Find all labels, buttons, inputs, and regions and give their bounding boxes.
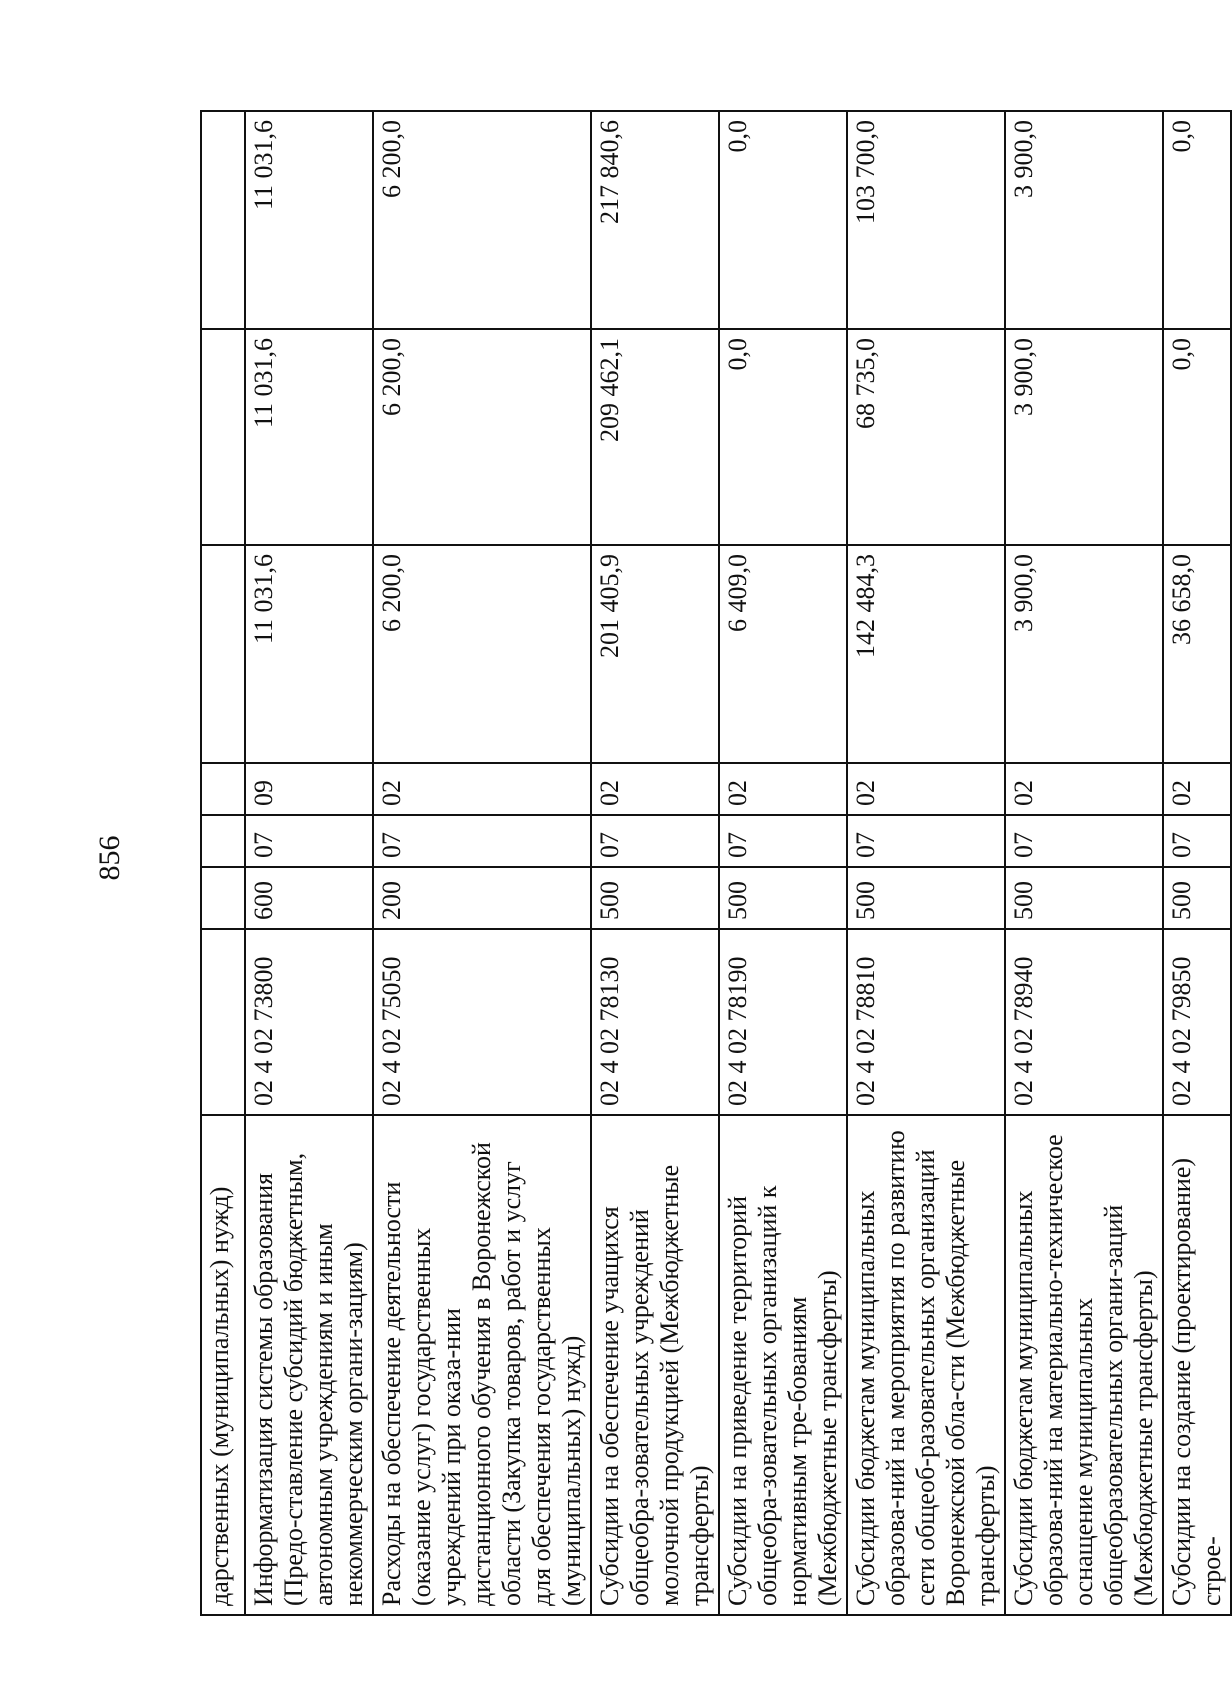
rotated-table-container — [200, 112, 1226, 1616]
cell-csr: 02 4 02 78130 — [591, 929, 719, 1115]
cell-pr: 02 — [591, 763, 719, 815]
cell-year3: 0,0 — [719, 111, 847, 329]
cell-year3: 217 840,6 — [591, 111, 719, 329]
cell-pr: 02 — [719, 763, 847, 815]
cell-pr: 02 — [373, 763, 591, 815]
cell-year3: 6 200,0 — [373, 111, 591, 329]
cell-vr: 200 — [373, 867, 591, 929]
cell-vr: 500 — [719, 867, 847, 929]
cell-year2: 0,0 — [719, 329, 847, 545]
cell-name: Расходы на обеспечение деятельности (оказание услуг) государственных учреждений при оказа-нии дистанционного обучения в Воронежской области (Закупка товаров, работ и услуг для обеспечения государственных (муниципальных) нужд) — [373, 1115, 591, 1615]
table-row — [1005, 111, 1163, 1615]
cell-year2: 3 900,0 — [1005, 329, 1163, 545]
cell-pr: 02 — [847, 763, 1005, 815]
page-number: 856 — [93, 835, 126, 881]
cell-year1: 201 405,9 — [591, 545, 719, 763]
table-row — [245, 111, 373, 1615]
cell-empty — [201, 111, 245, 329]
cell-year1: 6 409,0 — [719, 545, 847, 763]
cell-year2: 0,0 — [1163, 329, 1231, 545]
cell-year3: 0,0 — [1163, 111, 1231, 329]
table-row — [591, 111, 719, 1615]
cell-year1: 36 658,0 — [1163, 545, 1231, 763]
cell-vr: 500 — [1005, 867, 1163, 929]
budget-table — [200, 110, 1232, 1616]
cell-year1: 3 900,0 — [1005, 545, 1163, 763]
cell-csr: 02 4 02 78190 — [719, 929, 847, 1115]
cell-empty — [201, 867, 245, 929]
table-row-continued — [201, 111, 245, 1615]
cell-year3: 3 900,0 — [1005, 111, 1163, 329]
cell-empty — [201, 545, 245, 763]
cell-empty — [201, 329, 245, 545]
cell-name: Субсидии бюджетам муниципальных образова-ний на материально-техническое оснащение муниципальных общеобразовательных органи-заций (Межбюджетные трансферты) — [1005, 1115, 1163, 1615]
cell-rz: 07 — [1163, 815, 1231, 867]
cell-csr: 02 4 02 78810 — [847, 929, 1005, 1115]
cell-rz: 07 — [1005, 815, 1163, 867]
cell-pr: 02 — [1005, 763, 1163, 815]
cell-csr: 02 4 02 73800 — [245, 929, 373, 1115]
table-row — [847, 111, 1005, 1615]
cell-year1: 142 484,3 — [847, 545, 1005, 763]
cell-csr: 02 4 02 79850 — [1163, 929, 1231, 1115]
cell-name: Информатизация системы образования (Предо-ставление субсидий бюджетным, автономным учреждениям и иным некоммерческим органи-зациям) — [245, 1115, 373, 1615]
cell-name: Субсидии на приведение территорий общеобра-зовательных организаций к нормативным тре-бованиям (Межбюджетные трансферты) — [719, 1115, 847, 1615]
cell-year1: 11 031,6 — [245, 545, 373, 763]
cell-vr: 600 — [245, 867, 373, 929]
cell-name: Субсидии бюджетам муниципальных образова-ний на мероприятия по развитию сети общеоб-разовательных организаций Воронежской обла-сти (Межбюджетные трансферты) — [847, 1115, 1005, 1615]
cell-pr: 02 — [1163, 763, 1231, 815]
cell-name: Субсидии на обеспечение учащихся общеобра-зовательных учреждений молочной продукцией (Межбюджетные трансферты) — [591, 1115, 719, 1615]
cell-rz: 07 — [245, 815, 373, 867]
cell-year3: 103 700,0 — [847, 111, 1005, 329]
cell-name: Субсидии на создание (проектирование) строе- — [1163, 1115, 1231, 1615]
cell-continued-text: дарственных (муниципальных) нужд) — [201, 1115, 245, 1615]
cell-vr: 500 — [591, 867, 719, 929]
cell-rz: 07 — [847, 815, 1005, 867]
cell-rz: 07 — [591, 815, 719, 867]
table-row — [373, 111, 591, 1615]
cell-year2: 68 735,0 — [847, 329, 1005, 545]
cell-empty — [201, 815, 245, 867]
table-row — [719, 111, 847, 1615]
cell-year2: 209 462,1 — [591, 329, 719, 545]
cell-rz: 07 — [719, 815, 847, 867]
cell-vr: 500 — [1163, 867, 1231, 929]
cell-year2: 11 031,6 — [245, 329, 373, 545]
cell-year2: 6 200,0 — [373, 329, 591, 545]
cell-rz: 07 — [373, 815, 591, 867]
cell-empty — [201, 929, 245, 1115]
cell-empty — [201, 763, 245, 815]
cell-csr: 02 4 02 75050 — [373, 929, 591, 1115]
cell-vr: 500 — [847, 867, 1005, 929]
cell-year3: 11 031,6 — [245, 111, 373, 329]
table-row — [1163, 111, 1231, 1615]
cell-csr: 02 4 02 78940 — [1005, 929, 1163, 1115]
cell-pr: 09 — [245, 763, 373, 815]
cell-year1: 6 200,0 — [373, 545, 591, 763]
